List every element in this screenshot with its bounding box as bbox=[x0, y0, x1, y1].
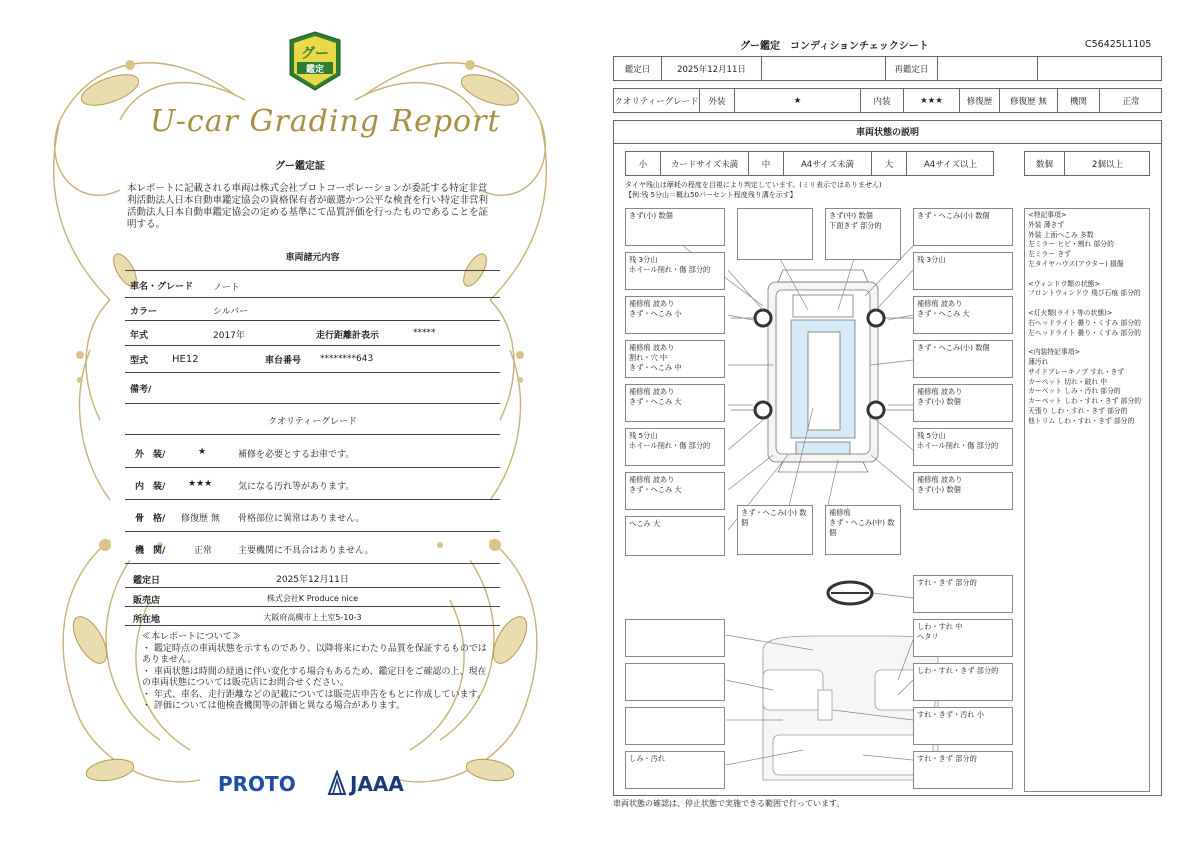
grade-heading: クオリティーグレード bbox=[267, 417, 358, 427]
tire-rear-left: 残 5分山 ホイール削れ・傷 部分的 bbox=[625, 428, 725, 466]
tire-front-left: 残 3分山 ホイール削れ・傷 部分的 bbox=[625, 252, 725, 290]
divider bbox=[125, 372, 500, 373]
engine-label: 機関 bbox=[1058, 89, 1100, 112]
divider bbox=[125, 297, 500, 298]
svg-text:グー: グー bbox=[301, 46, 329, 62]
redate-value bbox=[938, 57, 1038, 80]
divider bbox=[125, 345, 500, 346]
ext-box-rear-left: へこみ 大 bbox=[625, 516, 725, 556]
int-value: ★★★ bbox=[904, 89, 960, 112]
addr-label: 所在地 bbox=[133, 615, 161, 625]
jaaa-logo bbox=[350, 772, 404, 796]
grade-int-value: ★★★ bbox=[188, 479, 213, 489]
grade-ext-desc: 補修を必要とするお車です。 bbox=[238, 450, 355, 460]
size-large-desc: A4サイズ以上 bbox=[923, 159, 978, 170]
sheet-footer: 車両状態の確認は、停止状態で実施できる範囲で行っています。 bbox=[613, 799, 845, 808]
grade-frame-label: 骨 格/ bbox=[135, 514, 166, 524]
color-value: シルバー bbox=[213, 307, 249, 317]
divider bbox=[125, 625, 500, 626]
mileage-value: ***** bbox=[413, 328, 436, 338]
year-label: 年式 bbox=[130, 331, 149, 341]
chassis-label: 車台番号 bbox=[265, 356, 302, 366]
grade-frame-value: 修復歴 無 bbox=[181, 514, 220, 524]
int-label: 内装 bbox=[861, 89, 904, 112]
grade-engine-desc: 主要機関に不具合はありません。 bbox=[238, 546, 374, 556]
jaaa-logo-icon bbox=[326, 770, 348, 796]
note-item: ・ 鑑定時点の車両状態を示すものであり、以降将来にわたり品質を保証するものではありません。 bbox=[142, 643, 487, 665]
int-box-rear-seat: すれ・きず 部分的 bbox=[913, 751, 1013, 789]
sheet-title: グー鑑定 コンディションチェックシート bbox=[740, 41, 929, 52]
model-label: 型式 bbox=[130, 356, 149, 366]
size-small-label: 小 bbox=[626, 152, 661, 175]
description-heading: 車両状態の説明 bbox=[613, 120, 1162, 144]
int-box-console: すれ・きず・汚れ 小 bbox=[913, 707, 1013, 745]
ext-box-front-left: きず(小) 数個 bbox=[625, 208, 725, 246]
ext-box-right-quarter: 補修痕 波あり きず(小) 数個 bbox=[913, 472, 1013, 510]
model-value: HE12 bbox=[172, 354, 199, 365]
int-box-driver-seat: しわ・すれ 中 ヘタリ bbox=[913, 619, 1013, 657]
year-value: 2017年 bbox=[213, 331, 245, 341]
divider bbox=[125, 563, 500, 564]
grade-ext-value: ★ bbox=[198, 447, 207, 457]
ext-box-right-door: きず・へこみ(小) 数個 bbox=[913, 340, 1013, 378]
report-notes bbox=[142, 632, 492, 713]
ext-box-rear: きず・へこみ(小) 数個 bbox=[737, 505, 813, 555]
tire-front-right: 残 3分山 bbox=[913, 252, 1013, 290]
proto-logo-text: PROTO bbox=[218, 772, 296, 796]
tire-rear-right: 残 5分山 ホイール削れ・傷 部分的 bbox=[913, 428, 1013, 466]
size-large-label: 大 bbox=[872, 152, 907, 175]
divider bbox=[125, 403, 500, 404]
size-legend bbox=[625, 151, 994, 176]
spec-heading: 車両諸元内容 bbox=[285, 253, 340, 263]
grade-int-desc: 気になる汚れ等があります。 bbox=[238, 482, 355, 492]
tire-example: 【例:残 5分山＝概ね50パーセント程度残り溝を示す】 bbox=[625, 191, 797, 199]
shop-label: 販売店 bbox=[133, 596, 161, 606]
ext-label: 外装 bbox=[700, 89, 735, 112]
date-label: 鑑定日 bbox=[133, 576, 161, 586]
ext-box-left-fender: 補修痕 波あり きず・へこみ 小 bbox=[625, 296, 725, 334]
sheet-code: C56425L1105 bbox=[1085, 39, 1152, 50]
int-box-rear-left: しみ・汚れ bbox=[625, 751, 725, 789]
divider bbox=[125, 587, 500, 588]
color-label: カラー bbox=[130, 307, 158, 317]
remarks-label: 備考/ bbox=[130, 385, 152, 395]
engine-value: 正常 bbox=[1122, 96, 1140, 107]
grade-int-label: 内 装/ bbox=[135, 482, 166, 492]
ext-box-front bbox=[737, 208, 813, 260]
redate-blank bbox=[1038, 57, 1162, 80]
count-legend bbox=[1024, 151, 1150, 176]
grade-engine-value: 正常 bbox=[194, 546, 213, 556]
int-box-center bbox=[625, 707, 725, 745]
addr-value: 大阪府高槻市上土室5-10-3 bbox=[263, 613, 362, 622]
redate-label: 再鑑定日 bbox=[886, 57, 938, 80]
count-label: 数個 bbox=[1025, 152, 1065, 175]
special-notes: <特記事項> 外装 薄きず 外装 上面へこみ 多数 左ミラー ヒビ・割れ 部分的 左ミラー きず 左タイヤハウス(アウター) 損傷 <ウィンドウ類の状態> フロントウィンドウ 飛び石痕 部分的 <灯火類(ライト等の状態)> 右ヘッドライト 曇り・くすみ 部分的 左ヘッドライト 曇り・くすみ 部分的 <内装特記事項> 薄汚れ サイドブレーキノブ すれ・きず カーペット 切れ・破れ 中 カーペット しみ・汚れ 部分的 カーペット しわ・すれ・きず 部分的 天張り しわ・すれ・きず 部分的 他トリム しわ・すれ・きず 部分的 bbox=[1024, 208, 1150, 792]
date-label: 鑑定日 bbox=[614, 57, 662, 80]
proto-logo bbox=[218, 772, 296, 796]
note-item: ・ 年式、車名、走行距離などの記載については販売店申告をもとに作成しています。 bbox=[142, 689, 486, 700]
date-blank bbox=[762, 57, 886, 80]
note-item: ・ 車両状態は時間の経過に伴い変化する場合もあるため、鑑定日をご確認の上、現在の車両状態については販売店にお問合せください。 bbox=[142, 666, 487, 688]
date-row bbox=[613, 56, 1162, 81]
chassis-value: ********643 bbox=[320, 354, 374, 364]
ext-box-left-quarter: 補修痕 波あり きず・へこみ 大 bbox=[625, 472, 725, 510]
name-label: 車名・グレード bbox=[130, 282, 194, 292]
notes-heading: ≪本レポートについて≫ bbox=[142, 632, 241, 642]
grade-ext-label: 外 装/ bbox=[135, 450, 166, 460]
divider bbox=[125, 270, 500, 271]
divider bbox=[125, 499, 500, 500]
grade-engine-label: 機 関/ bbox=[135, 546, 166, 556]
tire-note: タイヤ残山は摩耗の程度を目視により判定しています。(ミリ表示ではありません) bbox=[625, 181, 882, 189]
repair-value: 修復歴 無 bbox=[1000, 89, 1058, 112]
size-mid-desc: A4サイズ未満 bbox=[784, 152, 872, 175]
date-value: 2025年12月11日 bbox=[662, 57, 762, 80]
repair-label: 修復歴 bbox=[960, 89, 1000, 112]
certificate-subtitle: グー鑑定証 bbox=[275, 161, 325, 172]
ext-box-left-rear-door: 補修痕 波あり きず・へこみ 大 bbox=[625, 384, 725, 422]
ext-box-left-door: 補修痕 波あり 割れ・穴 中 きず・へこみ 中 bbox=[625, 340, 725, 378]
qg-label: クオリティーグレード bbox=[614, 89, 700, 112]
grade-frame-desc: 骨格部位に異常はありません。 bbox=[238, 514, 365, 524]
count-value: 2個以上 bbox=[1092, 159, 1123, 170]
ext-box-rear-bumper: 補修痕 きず・へこみ(中) 数個 bbox=[825, 505, 901, 555]
divider bbox=[125, 434, 500, 435]
date-value: 2025年12月11日 bbox=[276, 575, 349, 585]
script-title: U-car Grading Report bbox=[150, 104, 501, 139]
shop-value: 株式会社K Produce nice bbox=[266, 594, 359, 603]
divider bbox=[125, 606, 500, 607]
divider bbox=[125, 531, 500, 532]
jaaa-logo-text: JAAA bbox=[350, 772, 404, 796]
svg-text:鑑定: 鑑定 bbox=[305, 65, 325, 75]
int-box-steering: すれ・きず 部分的 bbox=[913, 575, 1013, 613]
divider bbox=[125, 467, 500, 468]
ext-box-right-fender: 補修痕 波あり きず・へこみ 大 bbox=[913, 296, 1013, 334]
ext-box-front-under: きず(中) 数個 下面きず 部分的 bbox=[825, 208, 901, 260]
ext-box-front-right: きず・へこみ(小) 数個 bbox=[913, 208, 1013, 246]
int-box-carpet: しわ・すれ・きず 部分的 bbox=[913, 663, 1013, 701]
note-item: ・ 評価については他検査機関等の評価と異なる場合があります。 bbox=[142, 701, 405, 711]
ext-box-right-rear-door: 補修痕 波あり きず(小) 数個 bbox=[913, 384, 1013, 422]
size-mid-label: 中 bbox=[749, 152, 784, 175]
size-small-desc: カードサイズ未満 bbox=[661, 152, 749, 175]
goo-badge-icon bbox=[285, 30, 345, 92]
certificate-intro: 本レポートに記載される車両は株式会社プロトコーポレーションが委託する特定非営利活動法人日本自動車鑑定協会の資格保有者が厳選かつ公平な検査を行い特定非営利活動法人日本自動車鑑定協会の定める基準にて品質評価を行ったものであることを証明する。 bbox=[127, 183, 489, 230]
mileage-label: 走行距離計表示 bbox=[316, 331, 380, 341]
divider bbox=[125, 320, 500, 321]
ext-value: ★ bbox=[735, 89, 861, 112]
int-box-passenger-seat bbox=[625, 663, 725, 701]
int-box-dash bbox=[625, 619, 725, 657]
grade-row bbox=[613, 88, 1162, 113]
name-value: ノート bbox=[213, 283, 240, 293]
